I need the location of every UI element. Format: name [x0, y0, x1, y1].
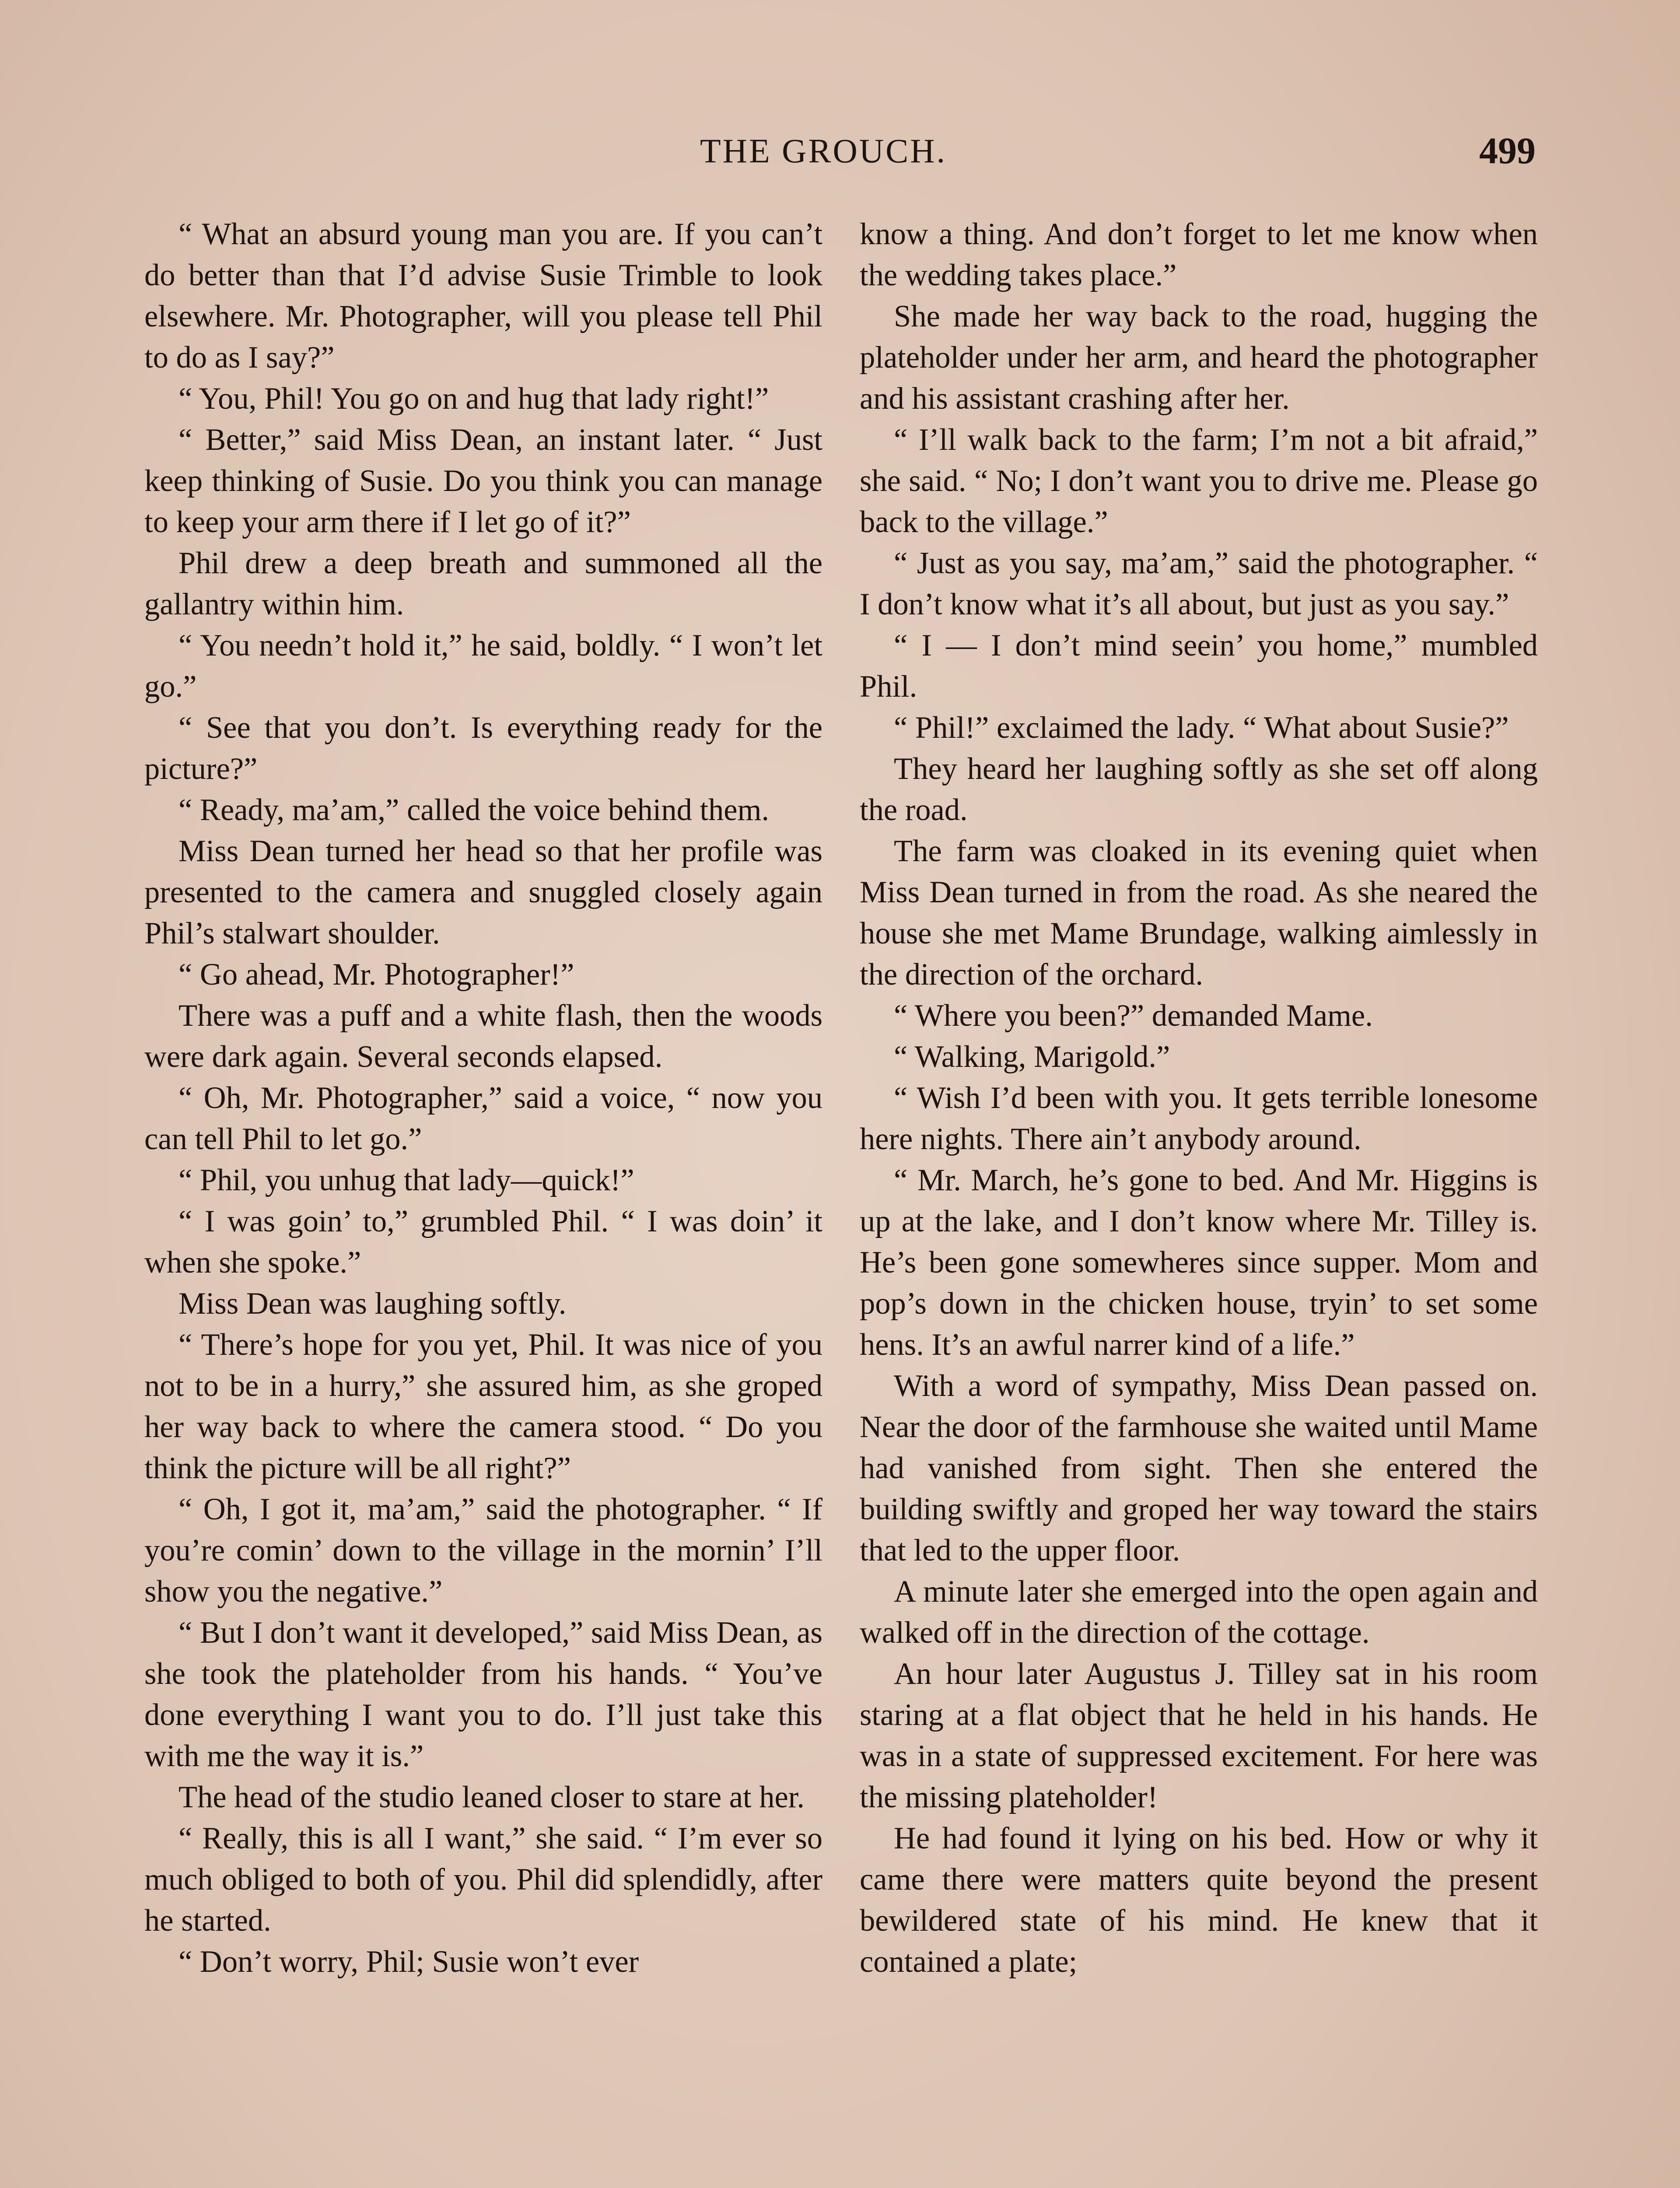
paragraph: She made her way back to the road, hugging the plateholder under her arm, and heard the photographer and his assistant crashing after her.	[860, 299, 1538, 416]
paragraph: An hour later Augustus J. Tilley sat in his room staring at a flat object that he held in his hands. He was in a state of suppressed excitement. For here was the missing plateholder!	[860, 1657, 1538, 1814]
paragraph: “ I — I don’t mind seein’ you home,” mumbled Phil.	[860, 628, 1538, 704]
paragraph: “ Just as you say, ma’am,” said the photographer. “ I don’t know what it’s all about, but just as you say.”	[860, 546, 1538, 621]
paragraph: know a thing. And don’t forget to let me know when the wedding takes place.”	[860, 217, 1538, 292]
running-head	[0, 131, 1680, 184]
paragraph: Phil drew a deep breath and summoned all the gallantry within him.	[144, 546, 822, 621]
paragraph: They heard her laughing softly as she set off along the road.	[860, 752, 1538, 827]
paragraph: The head of the studio leaned closer to stare at her.	[178, 1780, 805, 1814]
paragraph: “ What an absurd young man you are. If you can’t do better than that I’d advise Susie Trimble to look elsewhere. Mr. Photographer, will you please tell Phil to do as I say?”	[144, 217, 822, 375]
paragraph: He had found it lying on his bed. How or why it came there were matters quite beyond the present bewildered state of his mind. He knew that it contained a plate;	[860, 1821, 1538, 1979]
paragraph: “ You, Phil! You go on and hug that lady right!”	[178, 382, 769, 416]
paragraph: “ Where you been?” demanded Mame.	[894, 999, 1373, 1033]
paragraph: Miss Dean was laughing softly.	[178, 1287, 567, 1321]
paragraph: There was a puff and a white flash, then the woods were dark again. Several seconds elapsed.	[144, 999, 822, 1074]
paragraph: “ Oh, Mr. Photographer,” said a voice, “ now you can tell Phil to let go.”	[144, 1081, 822, 1156]
paragraph: “ Phil!” exclaimed the lady. “ What about Susie?”	[894, 711, 1509, 745]
running-title: THE GROUCH.	[700, 132, 947, 170]
paragraph: “ There’s hope for you yet, Phil. It was nice of you not to be in a hurry,” she assured him, as she groped her way back to where the camera stood. “ Do you think the picture will be all right?”	[144, 1328, 822, 1485]
paragraph: With a word of sympathy, Miss Dean passed on. Near the door of the farmhouse she waited until Mame had vanished from sight. Then she entered the building swiftly and groped her way toward the stairs that led to the upper floor.	[860, 1369, 1538, 1567]
paragraph: “ Walking, Marigold.”	[894, 1040, 1170, 1074]
paragraph: Miss Dean turned her head so that her profile was presented to the camera and snuggled closely again Phil’s stalwart shoulder.	[144, 834, 822, 950]
paragraph: “ Oh, I got it, ma’am,” said the photographer. “ If you’re comin’ down to the village in the mornin’ I’ll show you the negative.”	[144, 1492, 822, 1609]
paragraph: “ Mr. March, he’s gone to bed. And Mr. Higgins is up at the lake, and I don’t know where Mr. Tilley is. He’s been gone somewheres since supper. Mom and pop’s down in the chicken house, tryin’ to set some hens. It’s an awful narrer kind of a life.”	[860, 1163, 1538, 1362]
left-column	[144, 214, 822, 1982]
paragraph: A minute later she emerged into the open again and walked off in the direction of the cottage.	[860, 1574, 1538, 1650]
paragraph: “ See that you don’t. Is everything ready for the picture?”	[144, 711, 822, 786]
right-column	[860, 214, 1538, 1982]
paragraph: “ You needn’t hold it,” he said, boldly. “ I won’t let go.”	[144, 628, 822, 704]
paragraph: “ Better,” said Miss Dean, an instant later. “ Just keep thinking of Susie. Do you think you can manage to keep your arm there if I let go of it?”	[144, 423, 822, 539]
paragraph: The farm was cloaked in its evening quiet when Miss Dean turned in from the road. As she neared the house she met Mame Brundage, walking aimlessly in the direction of the orchard.	[860, 834, 1538, 992]
paragraph: “ Really, this is all I want,” she said. “ I’m ever so much obliged to both of you. Phil did splendidly, after he started.	[144, 1821, 822, 1938]
paragraph: “ But I don’t want it developed,” said Miss Dean, as she took the plateholder from his hands. “ You’ve done everything I want you to do. I’ll just take this with me the way it is.”	[144, 1616, 822, 1773]
paragraph: “ Go ahead, Mr. Photographer!”	[178, 957, 574, 992]
paragraph: “ Wish I’d been with you. It gets terrible lonesome here nights. There ain’t anybody around.	[860, 1081, 1538, 1156]
paragraph: “ I was goin’ to,” grumbled Phil. “ I was doin’ it when she spoke.”	[144, 1204, 822, 1280]
paragraph: “ Ready, ma’am,” called the voice behind them.	[178, 793, 770, 827]
paragraph: “ Don’t worry, Phil; Susie won’t ever	[178, 1945, 639, 1979]
paragraph: “ Phil, you unhug that lady—quick!”	[178, 1163, 634, 1197]
paragraph: “ I’ll walk back to the farm; I’m not a bit afraid,” she said. “ No; I don’t want you to drive me. Please go back to the village.”	[860, 423, 1538, 539]
page-number: 499	[1479, 130, 1536, 172]
